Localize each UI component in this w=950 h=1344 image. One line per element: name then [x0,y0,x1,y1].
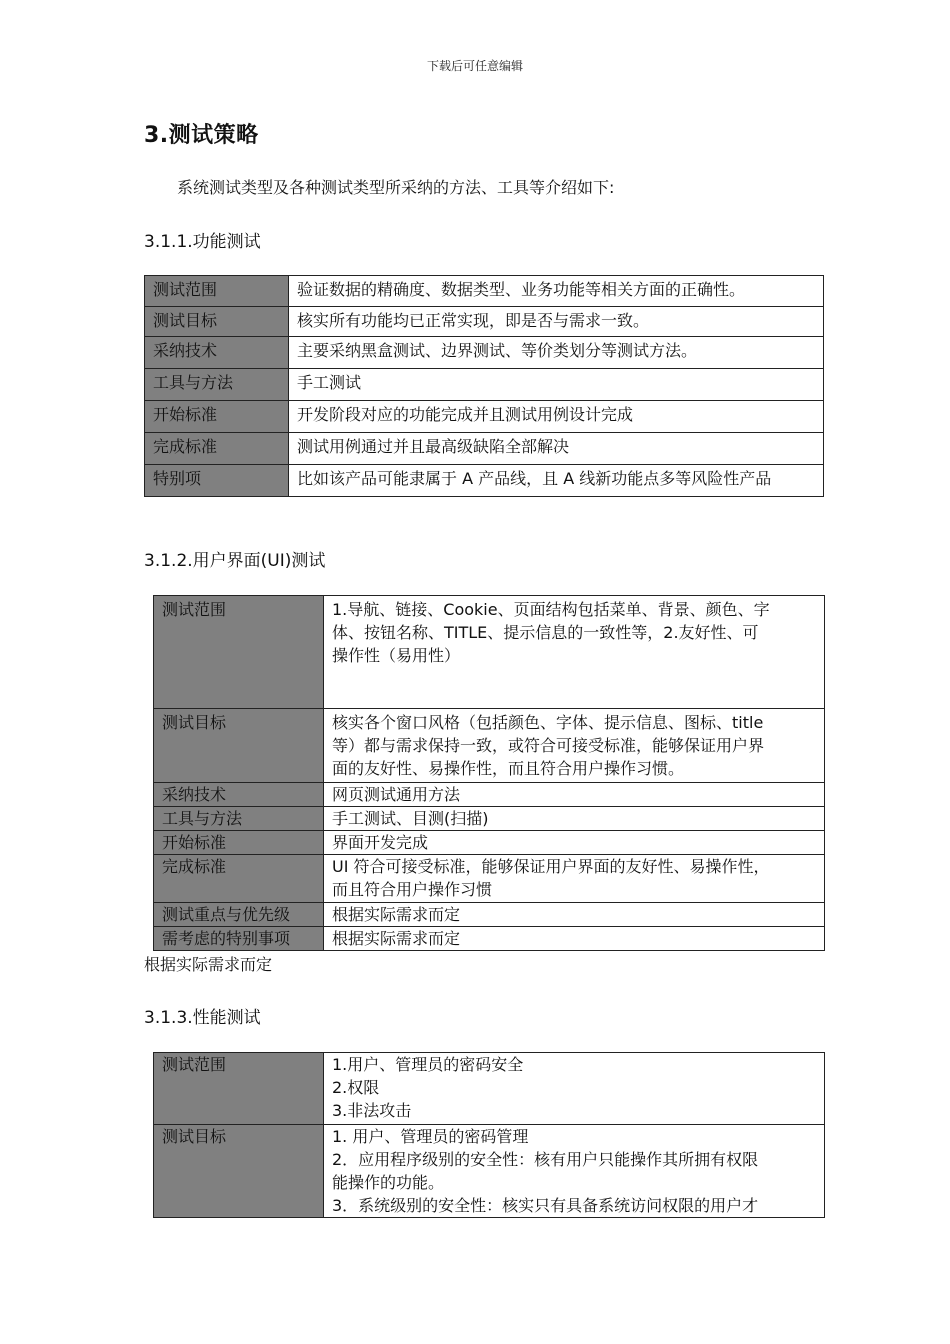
row-key: 开始标准 [145,401,289,433]
section-title-functional-test: 3.1.1.功能测试 [144,232,261,252]
intro-paragraph: 系统测试类型及各种测试类型所采纳的方法、工具等介绍如下: [177,178,615,197]
table-row [145,433,824,465]
functional-test-table [144,275,824,497]
row-key: 测试目标 [145,307,289,337]
table-row [154,927,825,951]
row-value: 界面开发完成 [324,831,825,855]
row-value: 根据实际需求而定 [324,927,825,951]
row-value: UI 符合可接受标准，能够保证用户界面的友好性、易操作性， 而且符合用户操作习惯 [324,855,825,903]
row-key: 采纳技术 [154,783,324,807]
row-key: 完成标准 [154,855,324,903]
table-row [154,831,825,855]
row-key: 工具与方法 [154,807,324,831]
row-value: 网页测试通用方法 [324,783,825,807]
row-value: 1.用户、管理员的密码安全 2.权限 3.非法攻击 [324,1053,825,1125]
section-title-performance-test: 3.1.3.性能测试 [144,1008,261,1028]
table-row [154,903,825,927]
table-row [154,1125,825,1218]
table-row [145,465,824,497]
after-table-note: 根据实际需求而定 [144,955,273,974]
row-value: 核实所有功能均已正常实现，即是否与需求一致。 [289,307,824,337]
row-value: 根据实际需求而定 [324,903,825,927]
table-row [145,276,824,307]
table-row [145,369,824,401]
ui-test-table [153,595,825,951]
row-value: 手工测试、目测(扫描) [324,807,825,831]
row-value: 主要采纳黑盒测试、边界测试、等价类划分等测试方法。 [289,337,824,369]
row-value: 1.导航、链接、Cookie、页面结构包括菜单、背景、颜色、字 体、按钮名称、TITLE、提示信息的一致性等，2.友好性、可 操作性（易用性） [324,596,825,709]
row-key: 测试重点与优先级 [154,903,324,927]
row-key: 测试目标 [154,1125,324,1218]
table-row [154,783,825,807]
row-value: 验证数据的精确度、数据类型、业务功能等相关方面的正确性。 [289,276,824,307]
row-key: 采纳技术 [145,337,289,369]
row-value: 开发阶段对应的功能完成并且测试用例设计完成 [289,401,824,433]
row-key: 开始标准 [154,831,324,855]
row-key: 完成标准 [145,433,289,465]
table-row [154,709,825,783]
row-key: 测试范围 [145,276,289,307]
row-value: 手工测试 [289,369,824,401]
row-key: 特别项 [145,465,289,497]
header-note: 下载后可任意编辑 [426,59,523,73]
table-row [145,307,824,337]
row-key: 测试目标 [154,709,324,783]
section-heading: 3.测试策略 [144,123,259,148]
row-key: 测试范围 [154,596,324,709]
table-row [154,596,825,709]
table-row [154,807,825,831]
table-row [145,337,824,369]
row-value: 比如该产品可能隶属于 A 产品线，且 A 线新功能点多等风险性产品 [289,465,824,497]
table-row [154,1053,825,1125]
row-key: 工具与方法 [145,369,289,401]
row-key: 测试范围 [154,1053,324,1125]
row-value: 测试用例通过并且最高级缺陷全部解决 [289,433,824,465]
table-row [145,401,824,433]
row-key: 需考虑的特别事项 [154,927,324,951]
performance-test-table [153,1052,825,1218]
row-value: 核实各个窗口风格（包括颜色、字体、提示信息、图标、title 等）都与需求保持一致，或符合可接受标准，能够保证用户界 面的友好性、易操作性，而且符合用户操作习惯。 [324,709,825,783]
section-title-ui-test: 3.1.2.用户界面(UI)测试 [144,551,326,571]
row-value: 1. 用户、管理员的密码管理 2．应用程序级别的安全性：核有用户只能操作其所拥有权限 能操作的功能。 3．系统级别的安全性：核实只有具备系统访问权限的用户才 [324,1125,825,1218]
table-row [154,855,825,903]
